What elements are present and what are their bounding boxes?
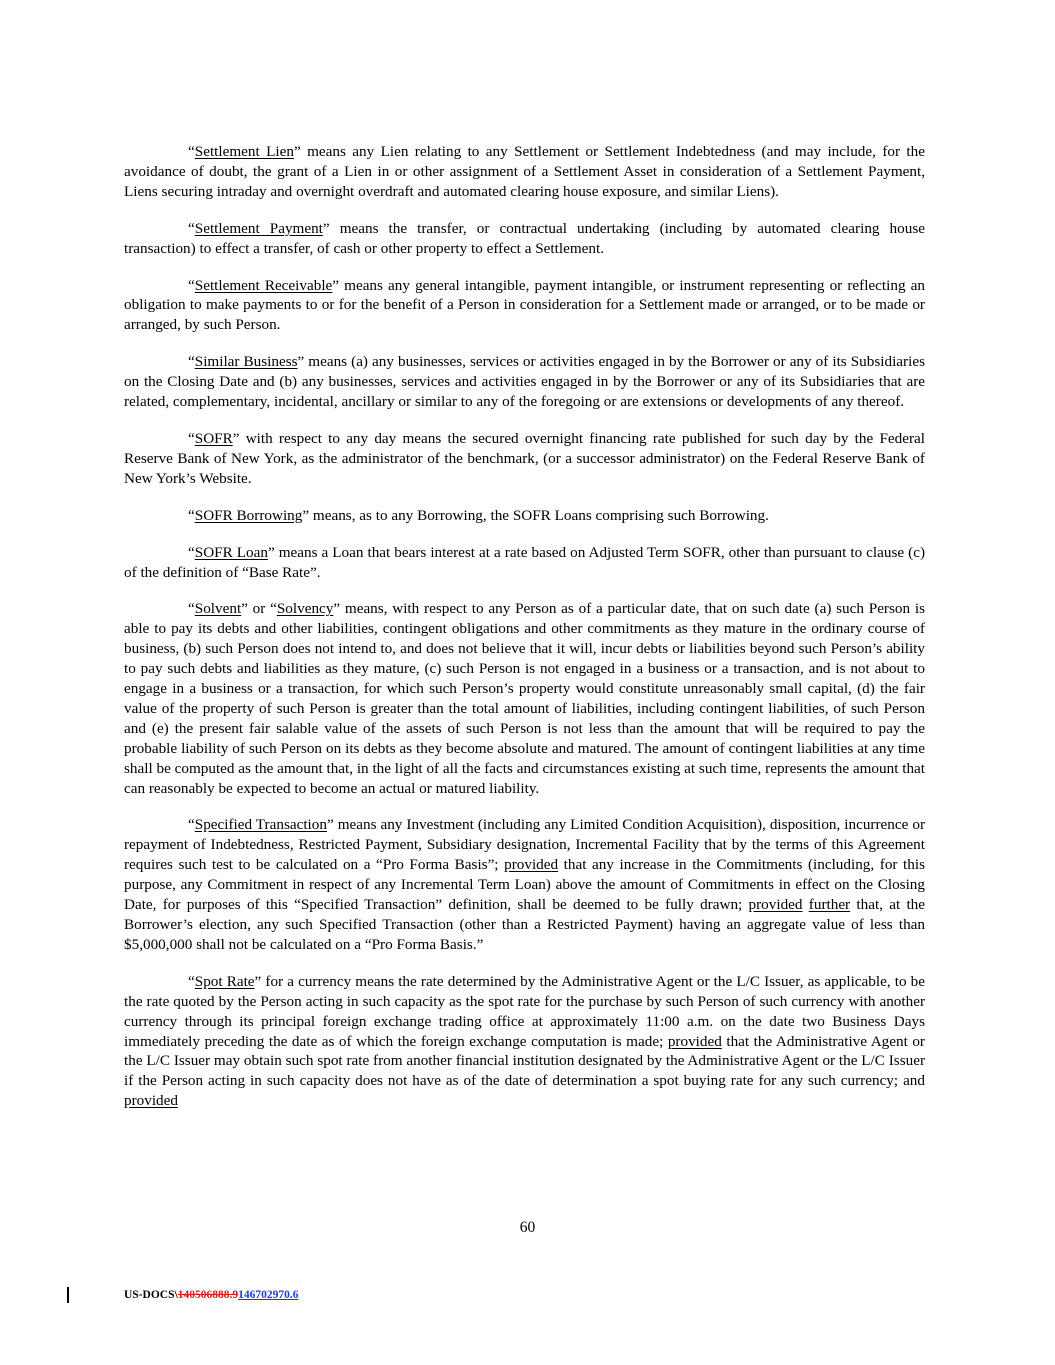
- document-footer: [124, 1289, 298, 1301]
- definition-settlement-receivable: “Settlement Receivable” means any general intangible, payment intangible, or instrument representing or reflecting an obligation to make payments to or for the benefit of a Person in consideration for a Settlement made or arranged, or to be made or arranged, by such Person.: [124, 276, 925, 334]
- definition-text: that, at the Borrower’s election, any such Specified Transaction (other than a Restricted Payment) having an aggregate value of less than $5,000,000 shall not be calculated on a “Pro Forma Basis.”: [124, 896, 926, 953]
- definition-sofr-loan: “SOFR Loan” means a Loan that bears interest at a rate based on Adjusted Term SOFR, other than pursuant to clause (c) of the definition of “Base Rate”.: [124, 543, 925, 581]
- definition-text: that any increase in the Commitments (including, for this purpose, any Commitment in respect of any Incremental Term Loan) above the amount of Commitments in effect on the Closing Date, for purposes of this “Specified Transaction” definition, shall be deemed to be fully drawn;: [124, 856, 925, 914]
- defined-term: Similar Business: [194, 353, 298, 371]
- definition-text: ” means the transfer, or contractual undertaking (including by automated clearing house transaction) to effect a transfer, of cash or other property to effect a Settlement.: [124, 219, 925, 257]
- definition-sofr: “SOFR” with respect to any day means the secured overnight financing rate published for such day by the Federal Reserve Bank of New York, as the administrator of the benchmark, (or a successor administrator) on the Federal Reserve Bank of New York’s Website.: [124, 429, 925, 487]
- defined-term: SOFR Borrowing: [194, 506, 303, 524]
- definition-text: ” means a Loan that bears interest at a rate based on Adjusted Term SOFR, other than pursuant to clause (c) of the definition of “Base Rate”.: [124, 543, 925, 581]
- definition-settlement-lien: “Settlement Lien” means any Lien relating to any Settlement or Settlement Indebtedness (and may include, for the avoidance of doubt, the grant of a Lien in or other assignment of a Settlement Asset in consideration of a Settlement Payment, Liens securing intraday and overnight overdraft and automated clearing house exposure, and similar Liens).: [124, 143, 925, 200]
- defined-term: Solvent: [194, 600, 242, 618]
- proviso-word: provided: [748, 896, 803, 914]
- definition-sofr-borrowing: “SOFR Borrowing” means, as to any Borrowing, the SOFR Loans comprising such Borrowing.: [188, 506, 769, 524]
- definition-specified-transaction: “Specified Transaction” means any Investment (including any Limited Condition Acquisition), disposition, incurrence or repayment of Indebtedness, Restricted Payment, Subsidiary designation, Incremental Facility that by the terms of this Agreement requires such test to be calculated on a “Pro Forma Basis”; provided that any increase in the Commitments (including, for this purpose, any Commitment in respect of any Incremental Term Loan) above the amount of Commitments in effect on the Closing Date, for purposes of this “Specified Transaction” definition, shall be deemed to be fully drawn; provided further that, at the Borrower’s election, any such Specified Transaction (other than a Restricted Payment) having an aggregate value of less than $5,000,000 shall not be calculated on a “Pro Forma Basis.”: [124, 816, 926, 953]
- proviso-word: provided: [504, 856, 559, 874]
- proviso-word: provided: [124, 1092, 178, 1110]
- definition-text: ” means any Investment (including any Limited Condition Acquisition), disposition, incurrence or repayment of Indebtedness, Restricted Payment, Subsidiary designation, Incremental Facility that by the terms of this Agreement requires such test to be calculated on a “Pro Forma Basis”;: [124, 816, 926, 874]
- definition-text: ” with respect to any day means the secured overnight financing rate published for such day by the Federal Reserve Bank of New York, as the administrator of the benchmark, (or a successor administrator) on the Federal Reserve Bank of New York’s Website.: [124, 429, 925, 487]
- defined-term: Settlement Payment: [194, 219, 323, 237]
- footer-inserted-id: 146702970.6: [238, 1289, 299, 1301]
- footer-deleted-id: 140506888.9: [177, 1289, 239, 1301]
- revision-change-bar: [67, 1287, 69, 1303]
- definition-text: ” means, as to any Borrowing, the SOFR Loans comprising such Borrowing.: [302, 506, 769, 524]
- proviso-word: further: [808, 896, 851, 914]
- footer-prefix: US-DOCS\: [124, 1289, 178, 1301]
- definition-text: ” means, with respect to any Person as of a particular date, that on such date (a) such Person is able to pay its debts and other liabilities, contingent obligations and other commitments as they mature in the ordinary course of business, (b) such Person does not intend to, and does not believe that it will, incur debts or liabilities beyond such Person’s ability to pay such debts and liabilities as they mature, (c) such Person is not engaged in a business or a transaction, and is not about to engage in a business or a transaction, for which such Person’s property would constitute unreasonably small capital, (d) the fair value of the property of such Person is greater than the total amount of liabilities, including contingent liabilities, of such Person and (e) the present fair salable value of the assets of such Person is not less than the amount that will be required to pay the probable liability of such Person on its debts as they become absolute and matured. The amount of contingent liabilities at any time shall be computed as the amount that, in the light of all the facts and circumstances existing at such time, represents the amount that can reasonably be expected to become an actual or matured liability.: [124, 600, 925, 797]
- defined-term: Spot Rate: [194, 972, 255, 990]
- definition-text: ” means any Lien relating to any Settlement or Settlement Indebtedness (and may include, for the avoidance of doubt, the grant of a Lien in or other assignment of a Settlement Asset in consideration of a Settlement Payment, Liens securing intraday and overnight overdraft and automated clearing house exposure, and similar Liens).: [124, 143, 925, 200]
- definition-similar-business: “Similar Business” means (a) any businesses, services or activities engaged in by the Borrower or any of its Subsidiaries on the Closing Date and (b) any businesses, services and activities engaged in by the Borrower or any of its Subsidiaries that are related, complementary, incidental, ancillary or similar to any of the foregoing or are extensions or developments of any thereof.: [124, 353, 925, 411]
- document-body: [124, 142, 925, 1128]
- defined-term: Solvency: [276, 600, 334, 618]
- defined-term: Specified Transaction: [194, 816, 327, 834]
- definition-solvent: “Solvent” or “Solvency” means, with respect to any Person as of a particular date, that on such date (a) such Person is able to pay its debts and other liabilities, contingent obligations and other commitments as they mature in the ordinary course of business, (b) such Person does not intend to, and does not believe that it will, incur debts or liabilities beyond such Person’s ability to pay such debts and liabilities as they mature, (c) such Person is not engaged in a business or a transaction, and is not about to engage in a business or a transaction, for which such Person’s property would constitute unreasonably small capital, (d) the fair value of the property of such Person is greater than the total amount of liabilities, including contingent liabilities, of such Person and (e) the present fair salable value of the assets of such Person is not less than the amount that will be required to pay the probable liability of such Person on its debts as they become absolute and matured. The amount of contingent liabilities at any time shall be computed as the amount that, in the light of all the facts and circumstances existing at such time, represents the amount that can reasonably be expected to become an actual or matured liability.: [124, 600, 925, 797]
- defined-term: SOFR Loan: [194, 543, 268, 561]
- proviso-word: provided: [667, 1032, 722, 1050]
- defined-term: Settlement Receivable: [194, 276, 333, 294]
- page-number: 60: [519, 1219, 536, 1236]
- definition-text: that the Administrative Agent or the L/C Issuer may obtain such spot rate from another financial institution designated by the Administrative Agent or the L/C Issuer if the Person acting in such capacity does not have as of the date of determination a spot buying rate for any such currency; and: [124, 1032, 925, 1090]
- definition-text: ” means any general intangible, payment intangible, or instrument representing or reflecting an obligation to make payments to or for the benefit of a Person in consideration for a Settlement made or arranged, or to be made or arranged, by such Person.: [124, 276, 925, 334]
- definition-settlement-payment: “Settlement Payment” means the transfer, or contractual undertaking (including by automated clearing house transaction) to effect a transfer, of cash or other property to effect a Settlement.: [124, 219, 925, 257]
- definition-text: ” means (a) any businesses, services or activities engaged in by the Borrower or any of its Subsidiaries on the Closing Date and (b) any businesses, services and activities engaged in by the Borrower or any of its Subsidiaries that are related, complementary, incidental, ancillary or similar to any of the foregoing or are extensions or developments of any thereof.: [124, 353, 925, 411]
- defined-term: SOFR: [194, 429, 233, 447]
- definition-spot-rate: “Spot Rate” for a currency means the rate determined by the Administrative Agent or the L/C Issuer, as applicable, to be the rate quoted by the Person acting in such capacity as the spot rate for the purchase by such Person of such currency with another currency through its principal foreign exchange trading office at approximately 11:00 a.m. on the date two Business Days immediately preceding the date as of which the foreign exchange computation is made; provided that the Administrative Agent or the L/C Issuer may obtain such spot rate from another financial institution designated by the Administrative Agent or the L/C Issuer if the Person acting in such capacity does not have as of the date of determination a spot buying rate for any such currency; and provided: [124, 972, 925, 1110]
- defined-term: Settlement Lien: [194, 143, 294, 160]
- definition-text: ” for a currency means the rate determined by the Administrative Agent or the L/C Issuer, as applicable, to be the rate quoted by the Person acting in such capacity as the spot rate for the purchase by such Person of such currency with another currency through its principal foreign exchange trading office at approximately 11:00 a.m. on the date two Business Days immediately preceding the date as of which the foreign exchange computation is made;: [124, 972, 925, 1050]
